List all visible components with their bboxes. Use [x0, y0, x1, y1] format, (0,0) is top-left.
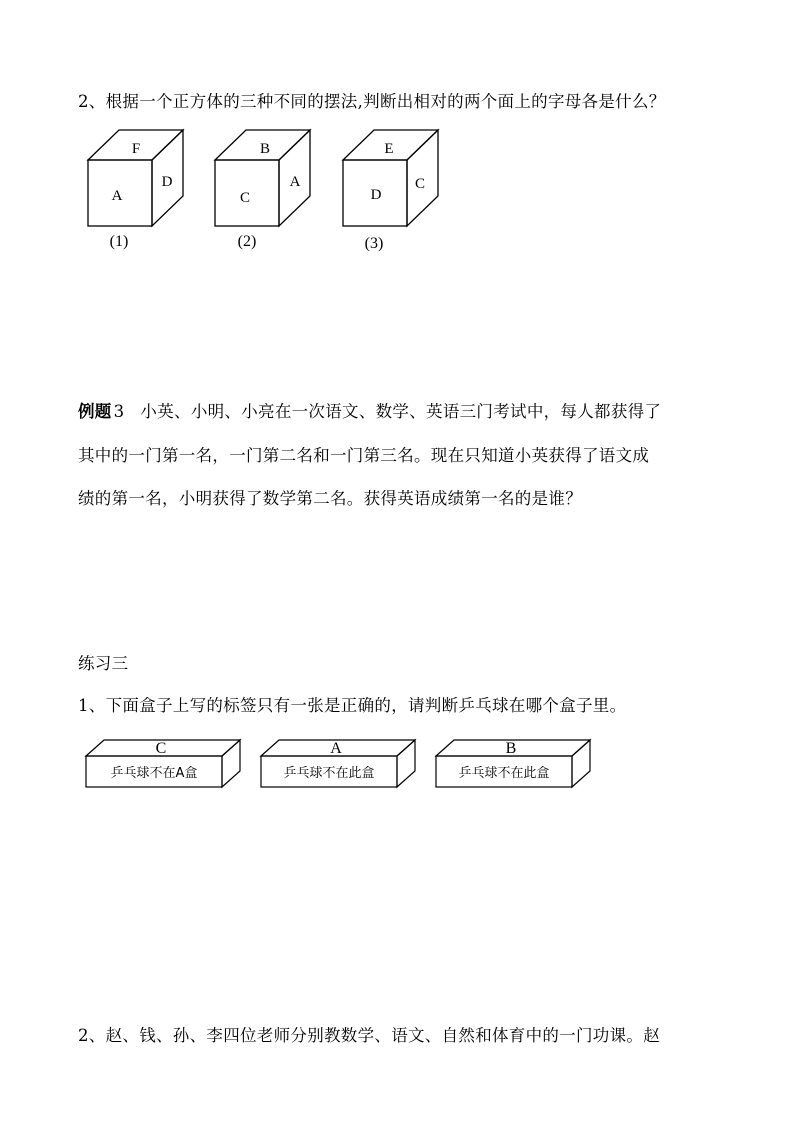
cube-3-front-letter: D [370, 187, 382, 203]
example-3-number: 3 [113, 402, 125, 421]
question-2-title: 2、根据一个正方体的三种不同的摆法,判断出相对的两个面上的字母各是什么？ [78, 92, 666, 111]
box-3-label: 乒乓球不在此盒 [458, 766, 550, 781]
cube-3-side-letter: C [414, 176, 426, 192]
box-2-label: 乒乓球不在此盒 [283, 766, 375, 781]
practice-question-2: 2、赵、钱、孙、李四位老师分别教数学、语文、自然和体育中的一门功课。赵 [78, 1026, 660, 1045]
cube-2-top-letter: B [259, 141, 271, 157]
cube-2 [215, 130, 310, 250]
example-3-label: 例题 [78, 402, 112, 421]
example-3-line-3: 绩的第一名，小明获得了数学第二名。获得英语成绩第一名的是谁？ [78, 489, 582, 508]
cube-2-caption: (2) [237, 233, 257, 250]
box-3 [436, 740, 590, 787]
box-1 [86, 740, 240, 787]
cube-1-caption: (1) [109, 233, 129, 250]
practice-title: 练习三 [78, 654, 129, 673]
cube-2-front-letter: C [239, 190, 251, 206]
box-3-top-letter: B [505, 740, 517, 757]
box-1-top-letter: C [155, 740, 167, 757]
cubes-figure [0, 120, 794, 390]
practice-question-1: 1、下面盒子上写的标签只有一张是正确的，请判断乒乓球在哪个盒子里。 [78, 696, 627, 715]
cube-3 [343, 130, 438, 252]
box-2-top-letter: A [330, 740, 342, 757]
example-3-line-1 [78, 398, 661, 422]
cube-1-front-letter: A [111, 188, 123, 204]
cube-2-side-letter: A [289, 174, 301, 190]
example-3-text-1: 小英、小明、小亮在一次语文、数学、英语三门考试中，每人都获得了 [140, 402, 662, 421]
cube-1-side-letter: D [161, 174, 173, 190]
cube-3-top-letter: E [384, 141, 394, 157]
cube-1-top-letter: F [131, 141, 141, 157]
example-3-line-2: 其中的一门第一名，一门第二名和一门第三名。现在只知道小英获得了语文成 [78, 446, 650, 465]
box-2 [261, 740, 415, 787]
cube-1 [88, 130, 183, 250]
cube-3-caption: (3) [364, 235, 384, 252]
boxes-figure [0, 730, 794, 810]
box-1-label: 乒乓球不在A盒 [110, 766, 198, 781]
